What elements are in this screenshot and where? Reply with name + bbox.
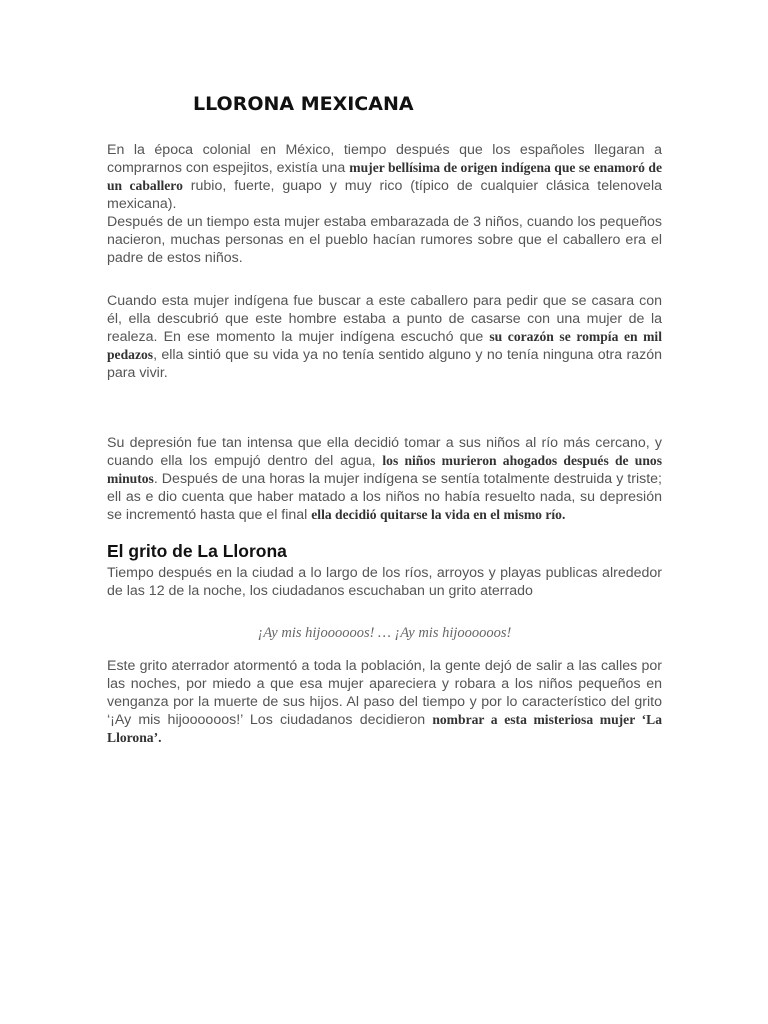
paragraph-the-cry: Tiempo después en la ciudad a lo largo de los ríos, arroyos y playas publicas alrededor de las 12 de la noche, los ciudadanos escuchaban un grito aterrado bbox=[107, 565, 662, 599]
paragraph-rejection bbox=[107, 292, 662, 382]
paragraph-text: Este grito aterrador atormentó a toda la población, la gente dejó de salir a las calles por las noches, por miedo a que esa mujer apareciera y robara a los niños pequeños en venganza por la muerte de sus hijos. Al paso del tiempo y por lo característico del grito ‘¡Ay mis hijoooooos!’ Los ciudadanos decidieron bbox=[107, 658, 662, 728]
cry-quote: ¡Ay mis hijoooooos! … ¡Ay mis hijoooooos! bbox=[257, 625, 512, 641]
paragraph-text: En la época colonial en México, tiempo después que los españoles llegaran a comprarnos con espejitos, existía una bbox=[107, 142, 662, 176]
paragraph-tragedy bbox=[107, 434, 662, 524]
paragraph-text: Su depresión fue tan intensa que ella decidió tomar a sus niños al río más cercano, y cuando ella los empujó dentro del agua, bbox=[107, 435, 662, 469]
paragraph-text: Cuando esta mujer indígena fue buscar a este caballero para pedir que se casara con él, ella descubrió que este hombre estaba a punto de casarse con una mujer de la realeza. En ese momento la mujer indígena escuchó que bbox=[107, 293, 662, 345]
paragraph-pregnancy: Después de un tiempo esta mujer estaba embarazada de 3 niños, cuando los pequeños nacieron, muchas personas en el pueblo hacían rumores sobre que el caballero era el padre de estos niños. bbox=[107, 214, 662, 266]
emphasis-text: ella decidió quitarse la vida en el mismo río. bbox=[311, 507, 566, 522]
paragraph-text: , ella sintió que su vida ya no tenía sentido alguno y no tenía ninguna otra razón para vivir. bbox=[107, 347, 662, 381]
document-title: LLORONA MEXICANA bbox=[193, 93, 414, 115]
paragraph-legend-name bbox=[107, 657, 662, 747]
emphasis-text: nombrar a esta misteriosa mujer ‘La Llorona’. bbox=[107, 712, 662, 745]
paragraph-text: rubio, fuerte, guapo y muy rico (típico de cualquier clásica telenovela mexicana). bbox=[107, 178, 662, 212]
paragraph-origin bbox=[107, 141, 662, 213]
emphasis-text: mujer bellísima de origen indígena que se enamoró de un caballero bbox=[107, 160, 662, 193]
paragraph-text: . Después de una horas la mujer indígena se sentía totalmente destruida y triste; ell as e dio cuenta que haber matado a los niños no había resuelto nada, su depresión se incrementó hasta que el final bbox=[107, 471, 662, 523]
section-heading: El grito de La Llorona bbox=[107, 541, 287, 561]
emphasis-text: su corazón se rompía en mil pedazos bbox=[107, 329, 662, 362]
emphasis-text: los niños murieron ahogados después de unos minutos bbox=[107, 453, 662, 486]
